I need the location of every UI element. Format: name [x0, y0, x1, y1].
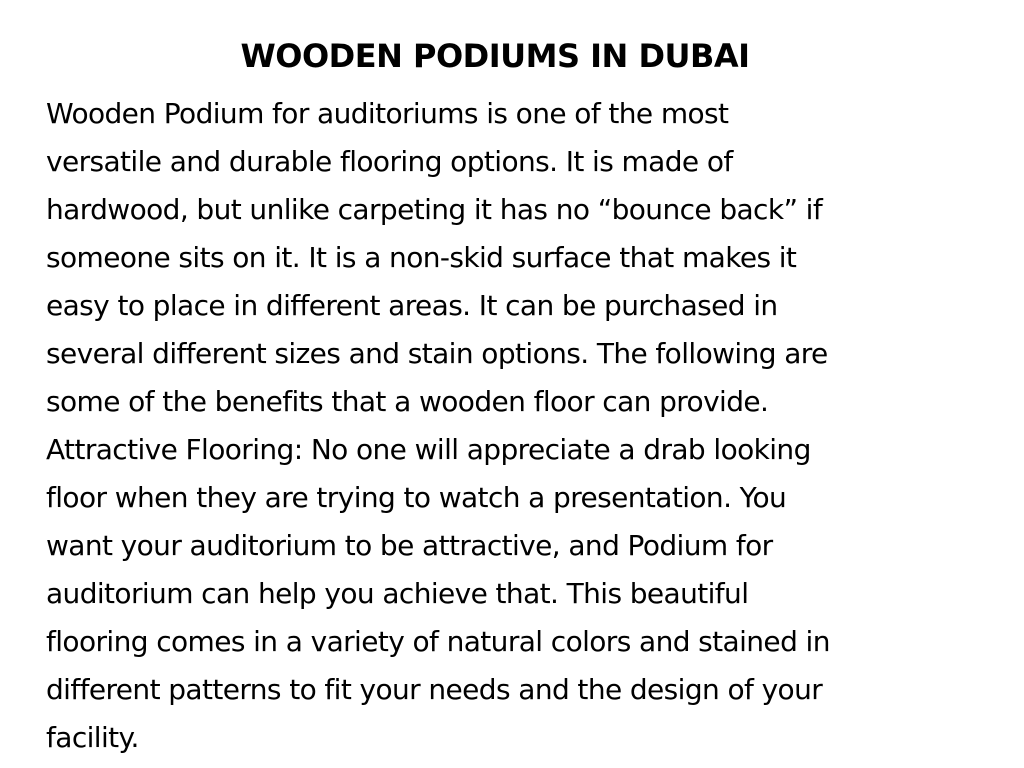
body-line: Wooden Podium for auditoriums is one of the most	[46, 97, 729, 130]
body-line: some of the benefits that a wooden floor can provide.	[46, 385, 769, 418]
body-line: hardwood, but unlike carpeting it has no “bounce back” if	[46, 193, 823, 226]
body-line: Attractive Flooring: No one will appreciate a drab looking	[46, 433, 811, 466]
body-line: different patterns to fit your needs and the design of your	[46, 673, 823, 706]
body-line: auditorium can help you achieve that. This beautiful	[46, 577, 749, 610]
body-line: floor when they are trying to watch a presentation. You	[46, 481, 787, 514]
body-line: facility.	[46, 721, 139, 754]
slide-body-text	[46, 90, 1006, 762]
slide-title: WOODEN PODIUMS IN DUBAI	[240, 37, 750, 75]
body-line: flooring comes in a variety of natural colors and stained in	[46, 625, 830, 658]
body-line: versatile and durable flooring options. It is made of	[46, 145, 733, 178]
body-line: want your auditorium to be attractive, and Podium for	[46, 529, 773, 562]
body-line: someone sits on it. It is a non-skid surface that makes it	[46, 241, 797, 274]
body-line: easy to place in different areas. It can be purchased in	[46, 289, 778, 322]
body-line: several different sizes and stain options. The following are	[46, 337, 828, 370]
